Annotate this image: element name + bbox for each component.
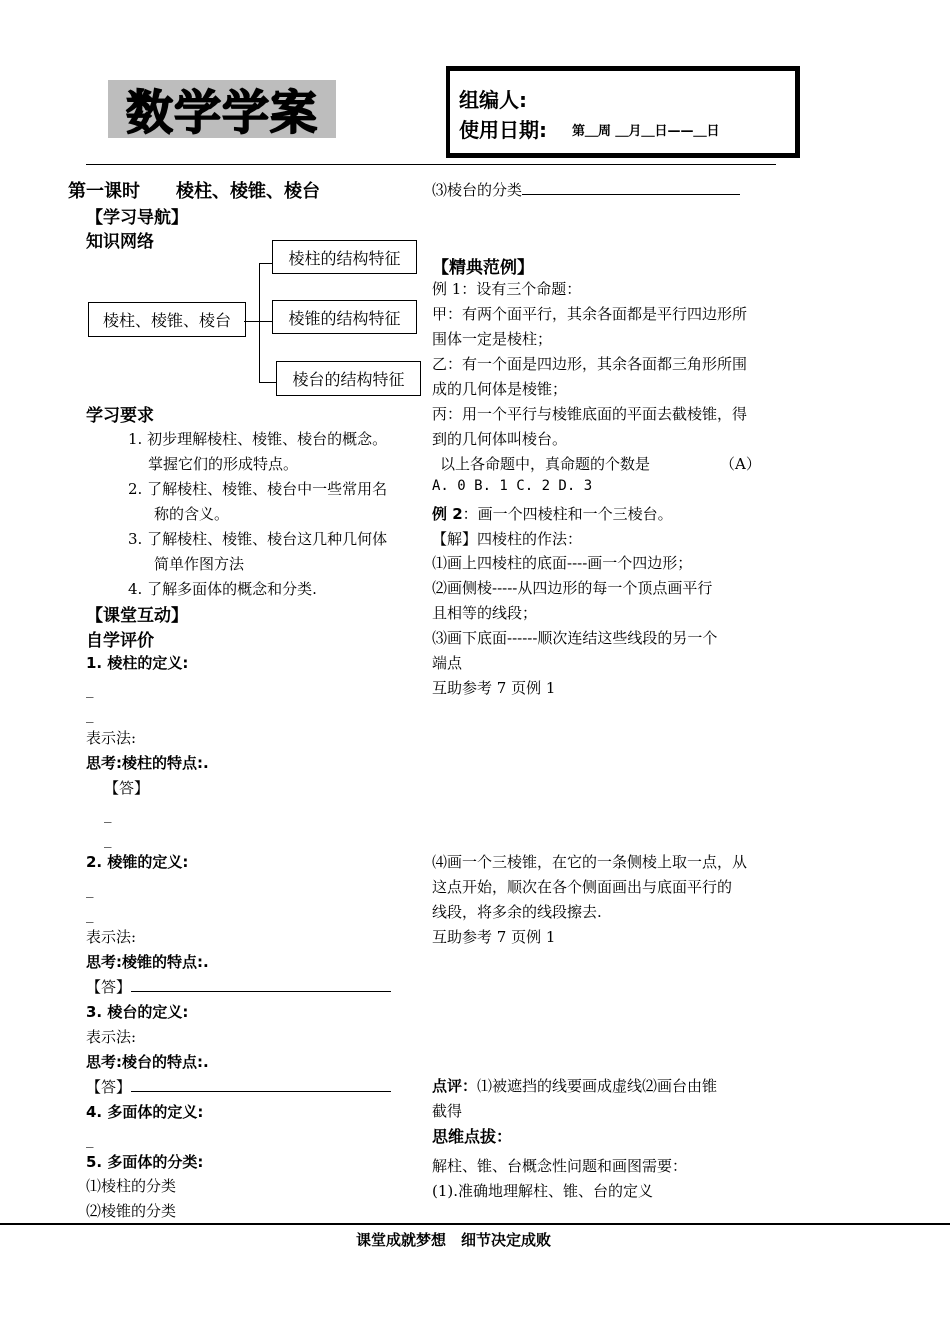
answer-frustum-line — [131, 1091, 391, 1092]
examples-heading: 【精典范例】 — [432, 258, 534, 278]
thinking-line-2: (1).准确地理解柱、锥、台的定义 — [432, 1182, 654, 1200]
answer-prism-blank-2: _ — [104, 830, 112, 848]
q3-notation: 表示法: — [86, 1028, 137, 1046]
answer-frustum-label: 【答】 — [86, 1078, 132, 1096]
example1-intro: 例 1：设有三个命题： — [432, 280, 582, 298]
diagram-root: 棱柱、棱锥、棱台 — [88, 302, 246, 337]
example1-jia-b: 围体一定是棱柱； — [432, 330, 553, 348]
step-3b: 端点 — [432, 654, 463, 672]
think-prism: 思考:棱柱的特点:. — [86, 754, 209, 772]
example2 — [432, 503, 673, 524]
header-top-rule — [446, 66, 800, 71]
compiler-label: 组编人: — [459, 88, 527, 112]
answer-pyramid-label: 【答】 — [86, 978, 132, 996]
q5-frustum-classification — [432, 179, 740, 200]
q4-polyhedron-definition: 4. 多面体的定义: — [86, 1103, 204, 1121]
step-3a: ⑶画下底面------顺次连结这些线段的另一个 — [432, 629, 718, 647]
think-frustum: 思考:棱台的特点:. — [86, 1053, 209, 1071]
example1-question: 以上各命题中，真命题的个数是 — [440, 455, 651, 473]
answer-pyramid — [86, 976, 391, 997]
diagram-branch-frustum: 棱台的结构特征 — [276, 361, 421, 396]
comment-cont: 截得 — [432, 1102, 463, 1120]
answer-frustum — [86, 1076, 391, 1097]
think-pyramid: 思考:棱锥的特点:. — [86, 953, 209, 971]
thinking-heading: 思维点拔： — [432, 1127, 513, 1146]
q4-blank: _ — [86, 1130, 94, 1148]
connector-vertical — [259, 263, 260, 383]
answer-prism: 【答】 — [104, 779, 150, 797]
connector-bottom — [259, 382, 276, 383]
example1-yi-b: 成的几何体是棱锥； — [432, 380, 568, 398]
step-4c: 线段，将多余的线段擦去. — [432, 903, 602, 921]
thinking-line-1: 解柱、锥、台概念性问题和画图需要： — [432, 1157, 688, 1175]
answer-prism-blank-1: _ — [104, 805, 112, 823]
header-right-rule — [795, 66, 800, 158]
q1-prism-definition: 1. 棱柱的定义: — [86, 654, 189, 672]
diagram-branch-prism: 棱柱的结构特征 — [272, 240, 417, 274]
example1-yi-a: 乙：有一个面是四边形，其余各面都三角形所围 — [432, 355, 748, 373]
step-2b: 且相等的线段； — [432, 604, 538, 622]
connector-top — [259, 263, 272, 264]
requirement-3b: 简单作图方法 — [154, 555, 245, 573]
connector-mid — [259, 321, 272, 322]
footer-rule — [0, 1223, 950, 1225]
answer-pyramid-line — [131, 991, 391, 992]
step-4a: ⑷画一个三棱锥，在它的一条侧棱上取一点，从 — [432, 853, 748, 871]
q1-notation: 表示法: — [86, 729, 137, 747]
q5-pyramid-classification: ⑵棱锥的分类 — [86, 1202, 177, 1220]
step-1: ⑴画上四棱柱的底面----画一个四边形； — [432, 554, 693, 572]
comment-text: ⑴被遮挡的线要画成虚线⑵画台由锥 — [477, 1077, 718, 1095]
connector-root — [244, 321, 259, 322]
q5-frustum-line — [522, 194, 740, 195]
q2-pyramid-definition: 2. 棱锥的定义: — [86, 853, 189, 871]
step-2a: ⑵画侧棱-----从四边形的每一个顶点画平行 — [432, 579, 713, 597]
header-separator — [86, 164, 776, 165]
requirement-2b: 称的含义。 — [154, 505, 230, 523]
interact-heading: 【课堂互动】 — [86, 606, 188, 626]
q3-frustum-definition: 3. 棱台的定义: — [86, 1003, 189, 1021]
footer-motto: 课堂成就梦想 细节决定成败 — [356, 1231, 552, 1249]
requirement-1b: 掌握它们的形成特点。 — [148, 455, 299, 473]
example1-answer: （A） — [720, 455, 761, 473]
q5-polyhedron-classification: 5. 多面体的分类: — [86, 1153, 204, 1171]
comment-label: 点评： — [432, 1077, 478, 1095]
requirement-2a: 2. 了解棱柱、棱锥、棱台中一些常用名 — [128, 480, 388, 498]
diagram-branch-pyramid: 棱锥的结构特征 — [272, 300, 417, 334]
q2-blank-2: _ — [86, 905, 94, 923]
example1-options: A. 0 B. 1 C. 2 D. 3 — [432, 478, 593, 494]
example1-bing-b: 到的几何体叫棱台。 — [432, 430, 568, 448]
lesson-title: 第一课时 棱柱、棱锥、棱台 — [68, 181, 320, 202]
date-fill: 第＿周 ＿月＿日——＿日 — [572, 124, 720, 139]
q2-notation: 表示法: — [86, 928, 137, 946]
date-label: 使用日期: — [459, 118, 547, 142]
reference-2: 互助参考 7 页例 1 — [432, 928, 556, 946]
step-4b: 这点开始，顺次在各个侧面画出与底面平行的 — [432, 878, 733, 896]
solution-heading: 【解】四棱柱的作法： — [432, 530, 583, 548]
comment — [432, 1075, 717, 1096]
title-banner — [108, 80, 336, 141]
requirement-4: 4. 了解多面体的概念和分类. — [128, 580, 317, 598]
header-left-rule — [446, 66, 450, 156]
nav-heading: 【学习导航】 — [86, 208, 188, 228]
header-bottom-rule — [446, 153, 800, 158]
example1-jia-a: 甲：有两个面平行，其余各面都是平行四边形所 — [432, 305, 748, 323]
example1-bing-a: 丙：用一个平行与棱锥底面的平面去截棱锥，得 — [432, 405, 748, 423]
requirements-heading: 学习要求 — [86, 406, 154, 426]
example2-label: 例 2 — [432, 505, 463, 523]
q5-prism-classification: ⑴棱柱的分类 — [86, 1177, 177, 1195]
document-title: 数学学案 — [126, 85, 318, 141]
q1-blank-1: _ — [86, 680, 94, 698]
q5-frustum-label: ⑶棱台的分类 — [432, 181, 523, 199]
q1-blank-2: _ — [86, 705, 94, 723]
q2-blank-1: _ — [86, 880, 94, 898]
requirement-3a: 3. 了解棱柱、棱锥、棱台这几种几何体 — [128, 530, 388, 548]
network-heading: 知识网络 — [86, 232, 154, 252]
requirement-1a: 1. 初步理解棱柱、棱锥、棱台的概念。 — [128, 430, 388, 448]
example2-text: ：画一个四棱柱和一个三棱台。 — [462, 505, 673, 523]
reference-1: 互助参考 7 页例 1 — [432, 679, 556, 697]
self-eval-heading: 自学评价 — [86, 631, 154, 651]
